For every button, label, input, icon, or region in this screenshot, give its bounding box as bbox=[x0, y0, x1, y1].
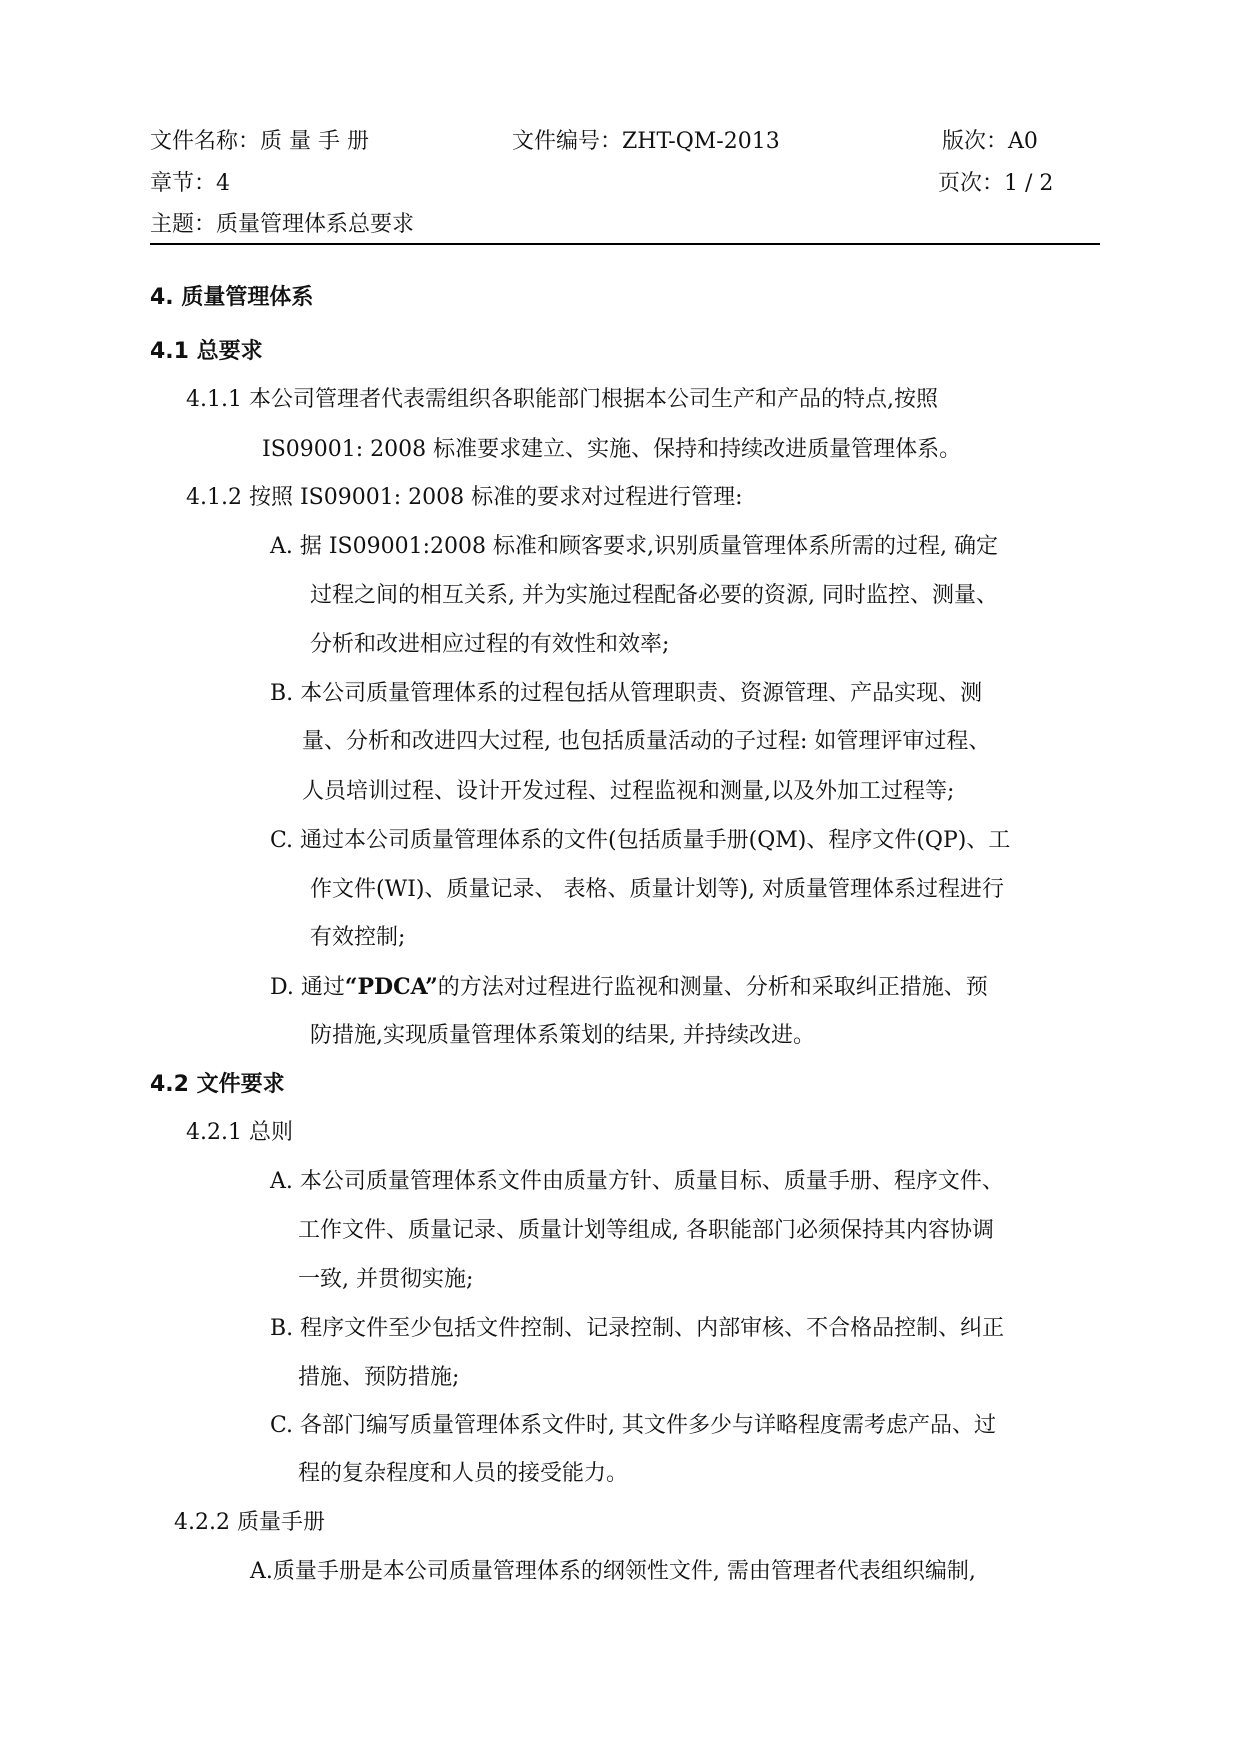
paragraph-4-2-2-A: A.质量手册是本公司质量管理体系的纲领性文件, 需由管理者代表组织编制, bbox=[250, 1559, 976, 1584]
section-heading-4-1: 4.1 总要求 bbox=[150, 339, 263, 364]
item-c-line-2: 程的复杂程度和人员的接受能力。 bbox=[298, 1461, 629, 1486]
item-a-line-2: 工作文件、质量记录、质量计划等组成, 各职能部门必须保持其内容协调 bbox=[298, 1218, 994, 1243]
item-D-line-1 bbox=[270, 976, 988, 999]
item-b-line-1: B. 程序文件至少包括文件控制、记录控制、内部审核、不合格品控制、纠正 bbox=[270, 1316, 1005, 1341]
item-c-line-1: C. 各部门编写质量管理体系文件时, 其文件多少与详略程度需考虑产品、过 bbox=[270, 1413, 997, 1438]
paragraph-4-1-1-line-2: IS09001: 2008 标准要求建立、实施、保持和持续改进质量管理体系。 bbox=[262, 437, 962, 462]
header-page: 页次：1 / 2 bbox=[938, 171, 1054, 196]
header-subject: 主题：质量管理体系总要求 bbox=[150, 212, 415, 237]
section-heading-4: 4. 质量管理体系 bbox=[150, 285, 314, 310]
header-version: 版次：A0 bbox=[942, 129, 1038, 154]
item-B-line-1: B. 本公司质量管理体系的过程包括从管理职责、资源管理、产品实现、测 bbox=[270, 681, 983, 706]
item-A-line-1: A. 据 IS09001:2008 标准和顾客要求,识别质量管理体系所需的过程, 确定 bbox=[270, 534, 998, 559]
paragraph-4-2-2: 4.2.2 质量手册 bbox=[174, 1510, 325, 1535]
item-B-line-2: 量、分析和改进四大过程, 也包括质量活动的子过程: 如管理评审过程、 bbox=[302, 729, 991, 754]
header-file-number: 文件编号：ZHT-QM-2013 bbox=[512, 129, 780, 154]
item-A-line-3: 分析和改进相应过程的有效性和效率; bbox=[310, 632, 670, 657]
item-C-line-1: C. 通过本公司质量管理体系的文件(包括质量手册(QM)、程序文件(QP)、工 bbox=[270, 828, 1011, 853]
paragraph-4-2-1: 4.2.1 总则 bbox=[186, 1120, 293, 1145]
item-B-line-3: 人员培训过程、设计开发过程、过程监视和测量,以及外加工过程等; bbox=[302, 779, 955, 804]
item-D-suffix: 的方法对过程进行监视和测量、分析和采取纠正措施、预 bbox=[437, 975, 988, 1000]
item-a-line-1: A. 本公司质量管理体系文件由质量方针、质量目标、质量手册、程序文件、 bbox=[270, 1169, 1004, 1194]
item-a-line-3: 一致, 并贯彻实施; bbox=[298, 1267, 474, 1292]
item-C-line-2: 作文件(WI)、质量记录、 表格、质量计划等), 对质量管理体系过程进行 bbox=[310, 877, 1005, 902]
item-A-line-2: 过程之间的相互关系, 并为实施过程配备必要的资源, 同时监控、测量、 bbox=[310, 583, 998, 608]
item-D-pdca: “PDCA” bbox=[344, 974, 438, 1000]
header-divider bbox=[150, 243, 1100, 245]
header-chapter: 章节：4 bbox=[150, 171, 230, 196]
section-heading-4-2: 4.2 文件要求 bbox=[150, 1072, 285, 1097]
item-D-line-2: 防措施,实现质量管理体系策划的结果, 并持续改进。 bbox=[310, 1023, 815, 1048]
paragraph-4-1-2: 4.1.2 按照 IS09001: 2008 标准的要求对过程进行管理: bbox=[186, 485, 743, 510]
item-C-line-3: 有效控制; bbox=[310, 925, 406, 950]
header-file-name: 文件名称：质 量 手 册 bbox=[150, 129, 369, 154]
item-D-prefix: D. 通过 bbox=[270, 975, 345, 1000]
paragraph-4-1-1-line-1: 4.1.1 本公司管理者代表需组织各职能部门根据本公司生产和产品的特点,按照 bbox=[186, 387, 938, 412]
item-b-line-2: 措施、预防措施; bbox=[298, 1365, 460, 1390]
